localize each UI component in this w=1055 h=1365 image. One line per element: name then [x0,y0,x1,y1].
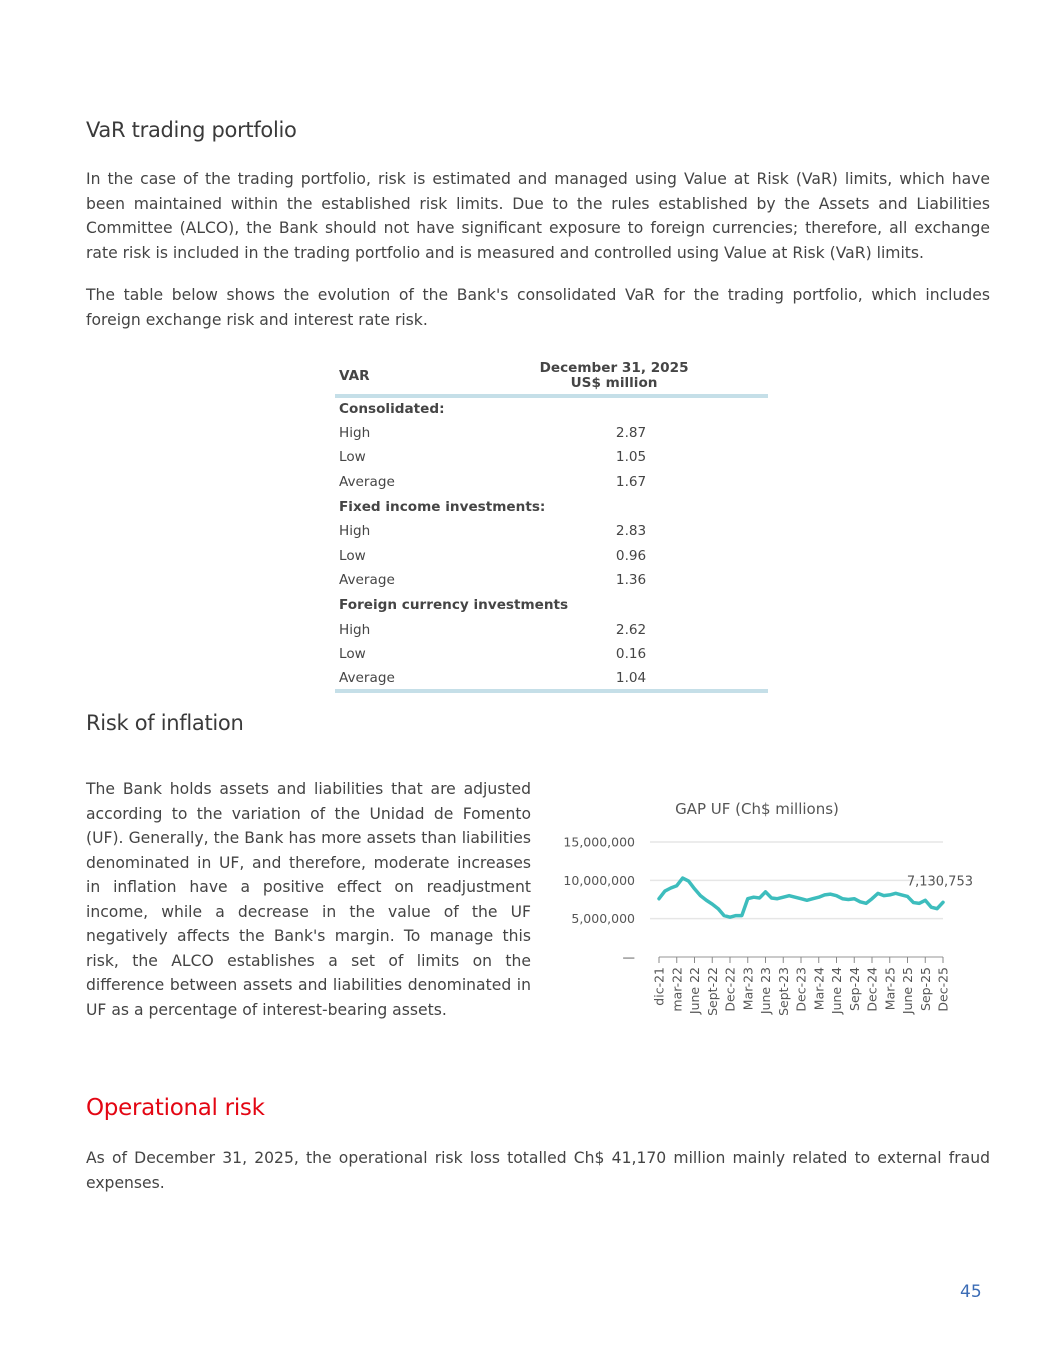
y-tick-label: 15,000,000 [563,834,635,850]
section-title-var: VaR trading portfolio [86,118,297,142]
table-row [335,568,768,593]
var-paragraph-1: In the case of the trading portfolio, risk is estimated and managed using Value at Risk (VaR) limits, which have been maintained within the established risk limits. Due to the rules established by the Assets and Liabilities Committee (ALCO), the Bank should not have significant exposure to foreign currencies; therefore, all exchange rate risk is included in the trading portfolio and is measured and controlled using Value at Risk (VaR) limits. [86,170,990,262]
var-table-header-row [335,358,768,396]
y-tick-label: 5,000,000 [571,911,635,927]
row-label: High [339,621,371,638]
y-tick-label: — [622,949,635,965]
table-row [335,617,768,642]
x-tick-label: Mar-24 [811,967,827,1011]
row-label: Average [339,474,395,491]
value-column-header-unit: US$ million [570,375,658,391]
x-tick-label: Sep-25 [917,967,933,1011]
inflation-paragraph: The Bank holds assets and liabilities that are adjusted according to the variation of the Unidad de Fomento (UF). Generally, the Bank has more assets than liabilities denominated in UF, and therefore, moderate increases in inflation have a positive effect on readjustment income, while a decrease in the value of the UF negatively affects the Bank's margin. To manage this risk, the ALCO establishes a set of limits on the difference between assets and liabilities denominated in UF as a percentage of interest-bearing assets. [86,780,531,1019]
table-row [335,667,768,692]
row-label: Low [339,547,366,564]
group-label: Foreign currency investments [339,597,569,614]
x-tick-label: Dec-25 [935,967,951,1012]
row-label: Average [339,572,395,589]
row-value: 2.83 [615,523,647,540]
var-table [335,358,768,693]
var-table-body [335,396,768,691]
row-value: 0.96 [615,547,647,564]
x-tick-label: Dec-22 [722,967,738,1012]
x-tick-label: Dec-24 [864,967,880,1012]
table-row [335,421,768,446]
row-value: 1.67 [615,474,647,491]
table-row [335,642,768,667]
var-column-header: VAR [339,368,370,384]
x-tick-label: Sept-23 [775,967,791,1016]
section-title-operational: Operational risk [86,1095,265,1121]
row-label: Low [339,449,366,466]
x-tick-label: Sep-24 [846,967,862,1011]
x-tick-label: June 22 [687,967,702,1015]
row-value: 1.05 [615,449,647,466]
row-label: High [339,523,371,540]
row-value: 2.87 [615,424,647,441]
operational-paragraph: As of December 31, 2025, the operational risk loss totalled Ch$ 41,170 million mainly related to external fraud expenses. [86,1149,990,1192]
table-row [335,544,768,569]
y-tick-label: 10,000,000 [563,872,635,888]
row-label: High [339,424,371,441]
value-column-header-date: December 31, 2025 [539,360,689,376]
table-group-row [335,396,768,421]
group-label: Consolidated: [339,401,445,418]
data-label-last: 7,130,753 [906,874,973,890]
row-value: 1.36 [615,572,647,589]
chart-title: GAP UF (Ch$ millions) [675,800,839,818]
row-value: 2.62 [615,621,647,638]
x-tick-label: Mar-23 [740,967,756,1011]
row-value: 0.16 [615,646,647,663]
table-row [335,470,768,495]
row-value: 1.04 [615,669,647,686]
x-tick-label: June 24 [829,967,844,1015]
series-line-gap-uf [659,878,943,917]
value-column-header [460,358,768,396]
page-number: 45 [960,1282,982,1302]
x-tick-label: dic-21 [651,967,667,1006]
table-group-row [335,494,768,519]
row-label: Low [339,646,366,663]
section-title-inflation: Risk of inflation [86,711,244,735]
gap-uf-chart [555,790,985,1030]
table-group-row [335,593,768,618]
group-label: Fixed income investments: [339,498,546,515]
row-label: Average [339,669,395,686]
x-tick-label: Sept-22 [704,967,720,1016]
gap-uf-chart-svg [555,790,985,1030]
x-tick-label: June 23 [758,967,773,1015]
var-paragraph-2: The table below shows the evolution of the Bank's consolidated VaR for the trading portfolio, which includes foreign exchange risk and interest rate risk. [86,286,990,329]
x-tick-label: mar-22 [669,967,685,1012]
x-tick-label: June 25 [900,967,915,1015]
x-tick-label: Dec-23 [793,967,809,1012]
x-tick-label: Mar-25 [882,967,898,1011]
table-row [335,519,768,544]
table-row [335,445,768,470]
